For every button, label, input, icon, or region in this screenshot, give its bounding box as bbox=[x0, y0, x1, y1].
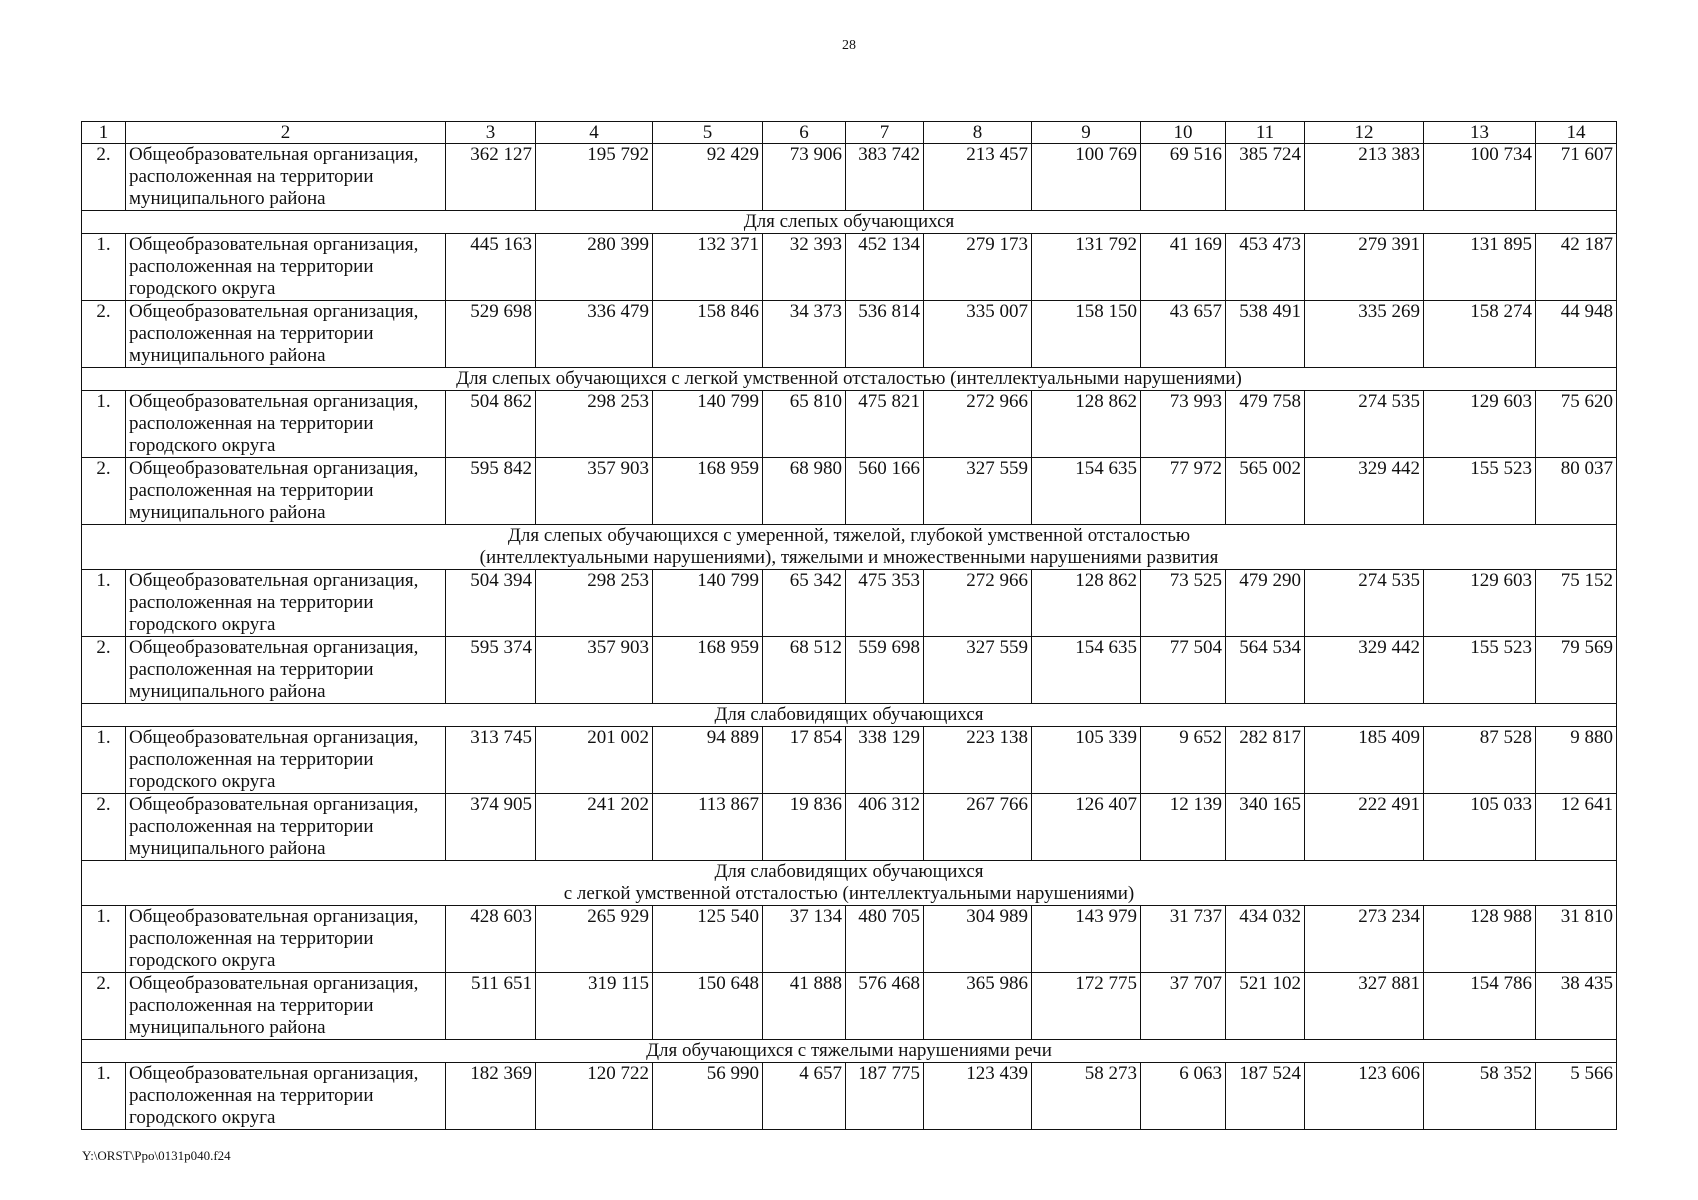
table-cell-value: 17 854 bbox=[763, 727, 846, 794]
table-cell-value: 77 972 bbox=[1141, 458, 1226, 525]
organization-name-line: расположенная на территории bbox=[129, 928, 374, 949]
row-number: 1. bbox=[82, 391, 126, 458]
organization-name bbox=[126, 458, 446, 525]
table-cell-value: 12 139 bbox=[1141, 794, 1226, 861]
table-cell-value: 357 903 bbox=[536, 458, 653, 525]
table-row bbox=[82, 973, 1617, 1040]
table-cell-value: 329 442 bbox=[1305, 637, 1424, 704]
organization-name-line: расположенная на территории bbox=[129, 166, 374, 187]
table-cell-value: 37 134 bbox=[763, 906, 846, 973]
table-cell-value: 511 651 bbox=[446, 973, 536, 1040]
table-cell-value: 280 399 bbox=[536, 234, 653, 301]
table-cell-value: 100 734 bbox=[1424, 144, 1536, 211]
table-cell-value: 143 979 bbox=[1032, 906, 1141, 973]
table-row bbox=[82, 234, 1617, 301]
table-cell-value: 155 523 bbox=[1424, 637, 1536, 704]
row-number: 2. bbox=[82, 794, 126, 861]
column-header: 2 bbox=[126, 122, 446, 144]
table-cell-value: 335 269 bbox=[1305, 301, 1424, 368]
table-cell-value: 272 966 bbox=[924, 391, 1032, 458]
organization-name-line: расположенная на территории bbox=[129, 323, 374, 344]
section-header-row bbox=[82, 861, 1617, 906]
table-cell-value: 187 524 bbox=[1226, 1063, 1305, 1130]
organization-name bbox=[126, 794, 446, 861]
table-cell-value: 150 648 bbox=[653, 973, 763, 1040]
table-cell-value: 31 737 bbox=[1141, 906, 1226, 973]
data-table bbox=[81, 121, 1617, 1130]
column-header: 7 bbox=[846, 122, 924, 144]
table-cell-value: 479 758 bbox=[1226, 391, 1305, 458]
table-cell-value: 73 993 bbox=[1141, 391, 1226, 458]
table-cell-value: 327 559 bbox=[924, 458, 1032, 525]
organization-name-line: расположенная на территории bbox=[129, 592, 374, 613]
table-cell-value: 94 889 bbox=[653, 727, 763, 794]
column-header: 9 bbox=[1032, 122, 1141, 144]
table-cell-value: 77 504 bbox=[1141, 637, 1226, 704]
table-cell-value: 452 134 bbox=[846, 234, 924, 301]
column-header: 10 bbox=[1141, 122, 1226, 144]
table-cell-value: 155 523 bbox=[1424, 458, 1536, 525]
organization-name-line: Общеобразовательная организация, bbox=[129, 570, 419, 591]
table-cell-value: 129 603 bbox=[1424, 570, 1536, 637]
column-header: 3 bbox=[446, 122, 536, 144]
organization-name-line: Общеобразовательная организация, bbox=[129, 301, 419, 322]
table-cell-value: 521 102 bbox=[1226, 973, 1305, 1040]
row-number: 2. bbox=[82, 637, 126, 704]
organization-name-line: Общеобразовательная организация, bbox=[129, 234, 419, 255]
table-cell-value: 282 817 bbox=[1226, 727, 1305, 794]
organization-name bbox=[126, 637, 446, 704]
organization-name-line: муниципального района bbox=[129, 188, 326, 209]
row-number: 1. bbox=[82, 1063, 126, 1130]
table-cell-value: 168 959 bbox=[653, 637, 763, 704]
organization-name bbox=[126, 144, 446, 211]
table-cell-value: 595 374 bbox=[446, 637, 536, 704]
column-header: 4 bbox=[536, 122, 653, 144]
section-title-line: Для слепых обучающихся с легкой умственной отсталостью (интеллектуальными нарушениями) bbox=[456, 368, 1242, 389]
table-cell-value: 213 457 bbox=[924, 144, 1032, 211]
organization-name-line: муниципального района bbox=[129, 502, 326, 523]
table-cell-value: 434 032 bbox=[1226, 906, 1305, 973]
column-header: 8 bbox=[924, 122, 1032, 144]
table-cell-value: 453 473 bbox=[1226, 234, 1305, 301]
table-cell-value: 340 165 bbox=[1226, 794, 1305, 861]
table-cell-value: 154 635 bbox=[1032, 458, 1141, 525]
row-number: 1. bbox=[82, 234, 126, 301]
table-cell-value: 65 342 bbox=[763, 570, 846, 637]
table-cell-value: 58 273 bbox=[1032, 1063, 1141, 1130]
table-cell-value: 564 534 bbox=[1226, 637, 1305, 704]
table-row bbox=[82, 1063, 1617, 1130]
table-cell-value: 79 569 bbox=[1536, 637, 1617, 704]
table-row bbox=[82, 391, 1617, 458]
organization-name bbox=[126, 301, 446, 368]
table-cell-value: 274 535 bbox=[1305, 391, 1424, 458]
table-cell-value: 201 002 bbox=[536, 727, 653, 794]
organization-name-line: Общеобразовательная организация, bbox=[129, 391, 419, 412]
table-cell-value: 43 657 bbox=[1141, 301, 1226, 368]
table-cell-value: 58 352 bbox=[1424, 1063, 1536, 1130]
table-cell-value: 319 115 bbox=[536, 973, 653, 1040]
row-number: 2. bbox=[82, 144, 126, 211]
section-title-line: Для слабовидящих обучающихся bbox=[714, 861, 984, 882]
row-number: 1. bbox=[82, 906, 126, 973]
table-cell-value: 327 881 bbox=[1305, 973, 1424, 1040]
table-cell-value: 279 173 bbox=[924, 234, 1032, 301]
section-title bbox=[82, 704, 1617, 727]
table-cell-value: 595 842 bbox=[446, 458, 536, 525]
organization-name-line: муниципального района bbox=[129, 838, 326, 859]
table-cell-value: 128 862 bbox=[1032, 391, 1141, 458]
table-row bbox=[82, 637, 1617, 704]
table-row bbox=[82, 727, 1617, 794]
table-cell-value: 100 769 bbox=[1032, 144, 1141, 211]
organization-name-line: Общеобразовательная организация, bbox=[129, 906, 419, 927]
section-header-row bbox=[82, 1040, 1617, 1063]
section-title-line: Для слепых обучающихся с умеренной, тяжелой, глубокой умственной отсталостью bbox=[507, 525, 1191, 546]
table-cell-value: 105 033 bbox=[1424, 794, 1536, 861]
table-cell-value: 44 948 bbox=[1536, 301, 1617, 368]
organization-name-line: расположенная на территории bbox=[129, 256, 374, 277]
organization-name-line: Общеобразовательная организация, bbox=[129, 973, 419, 994]
table-cell-value: 480 705 bbox=[846, 906, 924, 973]
column-header: 14 bbox=[1536, 122, 1617, 144]
section-title bbox=[82, 1040, 1617, 1063]
table-cell-value: 298 253 bbox=[536, 570, 653, 637]
table-cell-value: 75 620 bbox=[1536, 391, 1617, 458]
table-cell-value: 38 435 bbox=[1536, 973, 1617, 1040]
table-cell-value: 313 745 bbox=[446, 727, 536, 794]
table-cell-value: 559 698 bbox=[846, 637, 924, 704]
table-cell-value: 113 867 bbox=[653, 794, 763, 861]
table-cell-value: 560 166 bbox=[846, 458, 924, 525]
table-cell-value: 75 152 bbox=[1536, 570, 1617, 637]
column-number-row bbox=[82, 122, 1617, 144]
organization-name-line: городского округа bbox=[129, 771, 276, 792]
table-cell-value: 304 989 bbox=[924, 906, 1032, 973]
table-cell-value: 298 253 bbox=[536, 391, 653, 458]
organization-name bbox=[126, 973, 446, 1040]
table-cell-value: 329 442 bbox=[1305, 458, 1424, 525]
table-cell-value: 504 862 bbox=[446, 391, 536, 458]
table-cell-value: 12 641 bbox=[1536, 794, 1617, 861]
table-cell-value: 273 234 bbox=[1305, 906, 1424, 973]
table-cell-value: 37 707 bbox=[1141, 973, 1226, 1040]
table-cell-value: 336 479 bbox=[536, 301, 653, 368]
section-title bbox=[82, 368, 1617, 391]
table-cell-value: 158 846 bbox=[653, 301, 763, 368]
organization-name-line: Общеобразовательная организация, bbox=[129, 794, 419, 815]
table-cell-value: 56 990 bbox=[653, 1063, 763, 1130]
table-cell-value: 5 566 bbox=[1536, 1063, 1617, 1130]
table-cell-value: 385 724 bbox=[1226, 144, 1305, 211]
table-cell-value: 479 290 bbox=[1226, 570, 1305, 637]
row-number: 2. bbox=[82, 301, 126, 368]
table-cell-value: 529 698 bbox=[446, 301, 536, 368]
column-header: 11 bbox=[1226, 122, 1305, 144]
table-cell-value: 538 491 bbox=[1226, 301, 1305, 368]
section-title-line: Для обучающихся с тяжелыми нарушениями речи bbox=[646, 1040, 1052, 1061]
table-row bbox=[82, 906, 1617, 973]
table-cell-value: 222 491 bbox=[1305, 794, 1424, 861]
table-cell-value: 123 606 bbox=[1305, 1063, 1424, 1130]
row-number: 1. bbox=[82, 570, 126, 637]
table-cell-value: 9 880 bbox=[1536, 727, 1617, 794]
table-cell-value: 279 391 bbox=[1305, 234, 1424, 301]
table-cell-value: 69 516 bbox=[1141, 144, 1226, 211]
table-cell-value: 357 903 bbox=[536, 637, 653, 704]
column-header: 12 bbox=[1305, 122, 1424, 144]
table-cell-value: 335 007 bbox=[924, 301, 1032, 368]
table-cell-value: 105 339 bbox=[1032, 727, 1141, 794]
table-cell-value: 565 002 bbox=[1226, 458, 1305, 525]
organization-name bbox=[126, 234, 446, 301]
organization-name-line: Общеобразовательная организация, bbox=[129, 144, 419, 165]
table-cell-value: 365 986 bbox=[924, 973, 1032, 1040]
organization-name-line: муниципального района bbox=[129, 345, 326, 366]
table-cell-value: 406 312 bbox=[846, 794, 924, 861]
table-cell-value: 73 525 bbox=[1141, 570, 1226, 637]
table-cell-value: 338 129 bbox=[846, 727, 924, 794]
section-title-line: (интеллектуальными нарушениями), тяжелыми и множественными нарушениями развития bbox=[479, 547, 1219, 568]
column-header: 5 bbox=[653, 122, 763, 144]
organization-name-line: городского округа bbox=[129, 950, 276, 971]
table-cell-value: 42 187 bbox=[1536, 234, 1617, 301]
section-title bbox=[82, 211, 1617, 234]
table-cell-value: 128 988 bbox=[1424, 906, 1536, 973]
table-cell-value: 128 862 bbox=[1032, 570, 1141, 637]
section-header-row bbox=[82, 368, 1617, 391]
table-cell-value: 131 895 bbox=[1424, 234, 1536, 301]
table-cell-value: 125 540 bbox=[653, 906, 763, 973]
table-cell-value: 274 535 bbox=[1305, 570, 1424, 637]
table-cell-value: 362 127 bbox=[446, 144, 536, 211]
column-header: 1 bbox=[82, 122, 126, 144]
table-cell-value: 65 810 bbox=[763, 391, 846, 458]
organization-name-line: городского округа bbox=[129, 435, 276, 456]
table-cell-value: 140 799 bbox=[653, 391, 763, 458]
organization-name bbox=[126, 906, 446, 973]
table-cell-value: 187 775 bbox=[846, 1063, 924, 1130]
table-row bbox=[82, 794, 1617, 861]
row-number: 2. bbox=[82, 458, 126, 525]
row-number: 2. bbox=[82, 973, 126, 1040]
table-row bbox=[82, 144, 1617, 211]
table-cell-value: 154 635 bbox=[1032, 637, 1141, 704]
organization-name-line: муниципального района bbox=[129, 681, 326, 702]
section-header-row bbox=[82, 525, 1617, 570]
table-cell-value: 267 766 bbox=[924, 794, 1032, 861]
table-cell-value: 475 821 bbox=[846, 391, 924, 458]
organization-name-line: Общеобразовательная организация, bbox=[129, 1063, 419, 1084]
organization-name bbox=[126, 1063, 446, 1130]
table-cell-value: 73 906 bbox=[763, 144, 846, 211]
table-cell-value: 168 959 bbox=[653, 458, 763, 525]
organization-name-line: расположенная на территории bbox=[129, 480, 374, 501]
row-number: 1. bbox=[82, 727, 126, 794]
table-cell-value: 445 163 bbox=[446, 234, 536, 301]
file-path: Y:\ORST\Ppo\0131p040.f24 bbox=[82, 1148, 231, 1163]
table-row bbox=[82, 301, 1617, 368]
table-cell-value: 123 439 bbox=[924, 1063, 1032, 1130]
table-cell-value: 41 888 bbox=[763, 973, 846, 1040]
table-cell-value: 140 799 bbox=[653, 570, 763, 637]
table-cell-value: 185 409 bbox=[1305, 727, 1424, 794]
organization-name-line: расположенная на территории bbox=[129, 659, 374, 680]
table-cell-value: 504 394 bbox=[446, 570, 536, 637]
organization-name-line: Общеобразовательная организация, bbox=[129, 458, 419, 479]
organization-name bbox=[126, 727, 446, 794]
table-cell-value: 68 512 bbox=[763, 637, 846, 704]
table-cell-value: 71 607 bbox=[1536, 144, 1617, 211]
table-cell-value: 9 652 bbox=[1141, 727, 1226, 794]
table-cell-value: 182 369 bbox=[446, 1063, 536, 1130]
table-cell-value: 475 353 bbox=[846, 570, 924, 637]
table-cell-value: 213 383 bbox=[1305, 144, 1424, 211]
table-cell-value: 272 966 bbox=[924, 570, 1032, 637]
table-cell-value: 129 603 bbox=[1424, 391, 1536, 458]
table-cell-value: 41 169 bbox=[1141, 234, 1226, 301]
column-header: 13 bbox=[1424, 122, 1536, 144]
column-header: 6 bbox=[763, 122, 846, 144]
table-row bbox=[82, 570, 1617, 637]
organization-name-line: расположенная на территории bbox=[129, 1085, 374, 1106]
section-title bbox=[82, 861, 1617, 906]
table-cell-value: 80 037 bbox=[1536, 458, 1617, 525]
organization-name-line: муниципального района bbox=[129, 1017, 326, 1038]
table-cell-value: 131 792 bbox=[1032, 234, 1141, 301]
table-cell-value: 92 429 bbox=[653, 144, 763, 211]
table-cell-value: 241 202 bbox=[536, 794, 653, 861]
table-cell-value: 68 980 bbox=[763, 458, 846, 525]
table-cell-value: 158 274 bbox=[1424, 301, 1536, 368]
organization-name-line: расположенная на территории bbox=[129, 816, 374, 837]
table-cell-value: 536 814 bbox=[846, 301, 924, 368]
organization-name-line: Общеобразовательная организация, bbox=[129, 637, 419, 658]
table-cell-value: 195 792 bbox=[536, 144, 653, 211]
table-cell-value: 6 063 bbox=[1141, 1063, 1226, 1130]
table-cell-value: 374 905 bbox=[446, 794, 536, 861]
section-title-line: Для слабовидящих обучающихся bbox=[714, 704, 984, 725]
table-body bbox=[82, 122, 1617, 1130]
table-cell-value: 172 775 bbox=[1032, 973, 1141, 1040]
table-cell-value: 154 786 bbox=[1424, 973, 1536, 1040]
organization-name-line: расположенная на территории bbox=[129, 995, 374, 1016]
organization-name-line: расположенная на территории bbox=[129, 749, 374, 770]
section-header-row bbox=[82, 704, 1617, 727]
table-cell-value: 120 722 bbox=[536, 1063, 653, 1130]
section-title-line: с легкой умственной отсталостью (интеллектуальными нарушениями) bbox=[563, 883, 1135, 904]
section-title bbox=[82, 525, 1617, 570]
table-row bbox=[82, 458, 1617, 525]
table-cell-value: 132 371 bbox=[653, 234, 763, 301]
table-cell-value: 265 929 bbox=[536, 906, 653, 973]
table-cell-value: 19 836 bbox=[763, 794, 846, 861]
organization-name-line: городского округа bbox=[129, 614, 276, 635]
organization-name-line: городского округа bbox=[129, 278, 276, 299]
page-number: 28 bbox=[842, 38, 856, 53]
organization-name bbox=[126, 391, 446, 458]
organization-name bbox=[126, 570, 446, 637]
table-cell-value: 223 138 bbox=[924, 727, 1032, 794]
section-title-line: Для слепых обучающихся bbox=[743, 211, 955, 232]
table-cell-value: 327 559 bbox=[924, 637, 1032, 704]
table-cell-value: 31 810 bbox=[1536, 906, 1617, 973]
table-cell-value: 32 393 bbox=[763, 234, 846, 301]
table-cell-value: 4 657 bbox=[763, 1063, 846, 1130]
organization-name-line: расположенная на территории bbox=[129, 413, 374, 434]
organization-name-line: Общеобразовательная организация, bbox=[129, 727, 419, 748]
table-cell-value: 87 528 bbox=[1424, 727, 1536, 794]
table-cell-value: 158 150 bbox=[1032, 301, 1141, 368]
table-cell-value: 428 603 bbox=[446, 906, 536, 973]
table-cell-value: 576 468 bbox=[846, 973, 924, 1040]
table-cell-value: 383 742 bbox=[846, 144, 924, 211]
organization-name-line: городского округа bbox=[129, 1107, 276, 1128]
table-cell-value: 34 373 bbox=[763, 301, 846, 368]
section-header-row bbox=[82, 211, 1617, 234]
table-cell-value: 126 407 bbox=[1032, 794, 1141, 861]
